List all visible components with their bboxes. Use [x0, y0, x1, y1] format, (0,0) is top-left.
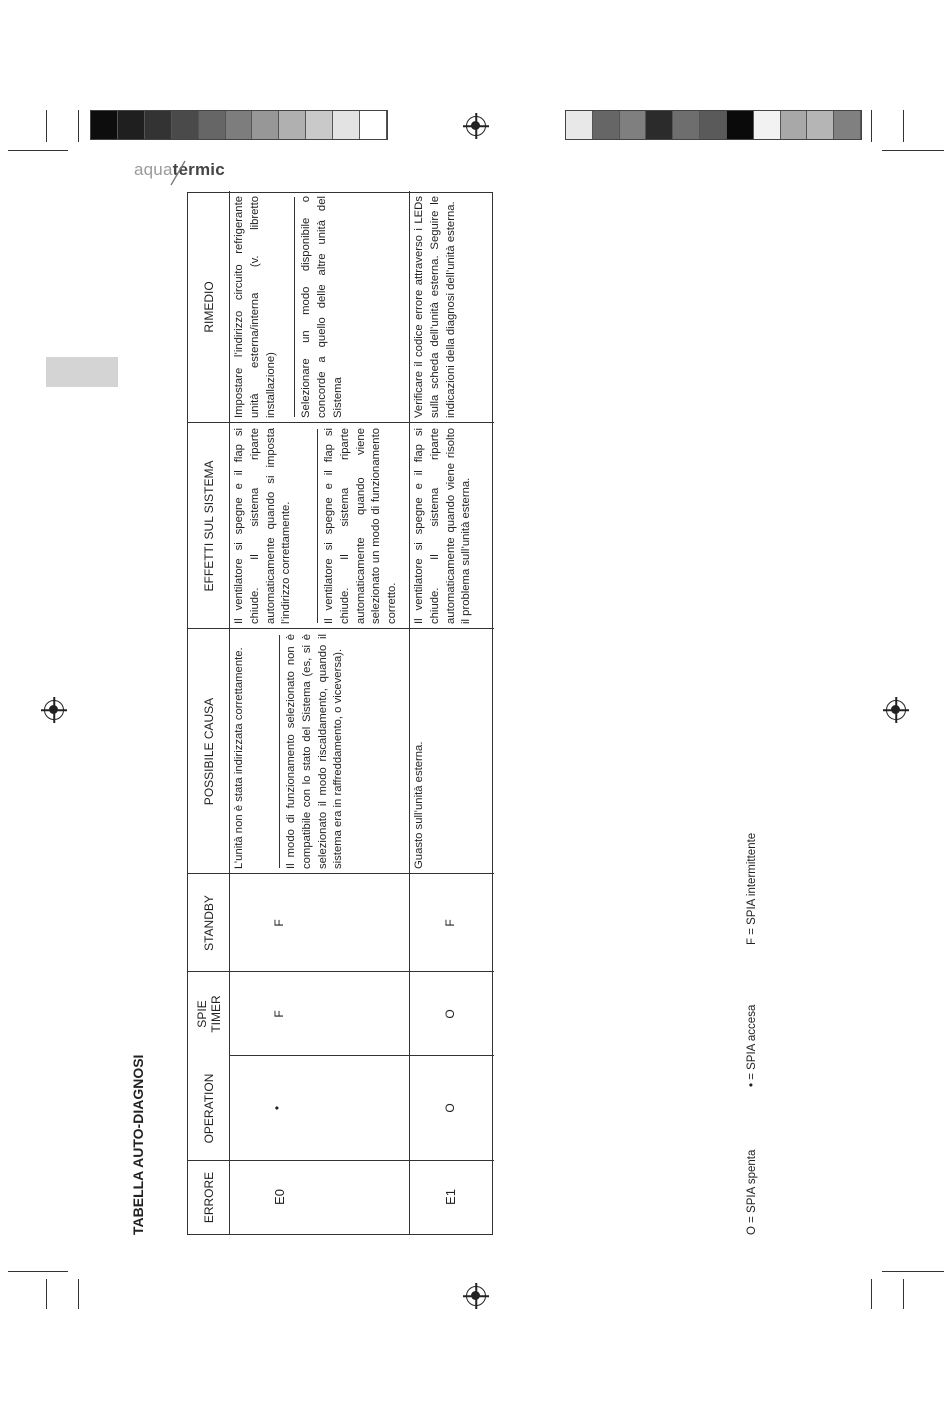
remedy-text: Verificare il codice errore attraverso i LEDs sulla scheda dell’unità esterna. Seguire le indicazioni della diagnosi dell’unità esterna.: [413, 196, 457, 418]
header-standby: STANDBY: [201, 895, 216, 951]
color-swatch: [306, 111, 333, 139]
header-effetti-sul-sistema: EFFETTI SUL SISTEMA: [201, 460, 216, 592]
section-tab-marker: [46, 357, 118, 387]
crop-mark: [871, 110, 872, 142]
color-swatch: [834, 111, 861, 139]
color-swatch: [727, 111, 754, 139]
error-code: E1: [443, 1189, 458, 1205]
header-possibile-causa: POSSIBILE CAUSA: [201, 697, 216, 806]
crop-mark: [78, 1279, 79, 1309]
crop-mark: [903, 1279, 904, 1309]
effect-text: Il ventilatore si spegne e il flap si chiude. Il sistema riparte automaticamente quando viene risolto il problema sull’unità esterna.: [413, 428, 473, 624]
color-swatch: [360, 111, 387, 139]
logo-part-aqua: aqua: [134, 160, 173, 179]
color-calibration-bar-left: [90, 110, 388, 140]
color-swatch: [754, 111, 781, 139]
crop-mark: [871, 1279, 872, 1309]
header-rimedio: RIMEDIO: [201, 281, 216, 333]
legend-on: • = SPIA accesa: [746, 1004, 758, 1087]
color-swatch: [91, 111, 118, 139]
color-calibration-bar-right: [565, 110, 862, 140]
led-timer: F: [272, 1010, 286, 1018]
color-swatch: [226, 111, 253, 139]
led-operation: •: [270, 1105, 284, 1111]
header-spie-group: [188, 972, 229, 1056]
effect-text: Il ventilatore si spegne e il flap si chiude. Il sistema riparte automaticamente quando si imposta l’indirizzo correttamente.: [233, 428, 293, 624]
color-swatch: [673, 111, 700, 139]
header-operation: OPERATION: [201, 1073, 216, 1144]
header-errore: ERRORE: [201, 1171, 216, 1224]
crop-mark: [882, 150, 944, 151]
color-swatch: [620, 111, 647, 139]
cause-text: L’unità non è stata indirizzata correttamente.: [233, 647, 245, 869]
crop-mark: [8, 150, 68, 151]
color-swatch: [252, 111, 279, 139]
logo-slash-icon: [168, 158, 188, 188]
color-swatch: [807, 111, 834, 139]
crop-mark: [46, 1279, 47, 1309]
cause-text: Il modo di funzionamento selezionato non è compatibile con lo stato del Sistema (es, si è selezionato il modo riscaldamento, quando il sistema era in raffreddamento, o viceversa).: [285, 634, 345, 869]
crop-mark: [78, 110, 79, 142]
color-swatch: [279, 111, 306, 139]
color-swatch: [118, 111, 145, 139]
led-timer: O: [443, 1009, 457, 1019]
led-standby: F: [443, 919, 457, 927]
color-swatch: [700, 111, 727, 139]
error-code: E0: [272, 1189, 287, 1205]
remedy-text: Impostare l’indirizzo circuito refrigerante unità esterna/interna (v. libretto installazione): [233, 196, 277, 418]
color-swatch: [172, 111, 199, 139]
legend-off: O = SPIA spenta: [746, 1149, 758, 1235]
registration-mark-icon: [466, 1286, 486, 1306]
cause-text: Guasto sull’unità esterna.: [413, 741, 425, 869]
color-swatch: [145, 111, 172, 139]
registration-mark-icon: [466, 116, 486, 136]
page-title: TABELLA AUTO-DIAGNOSI: [130, 1054, 146, 1235]
registration-mark-icon: [44, 700, 64, 720]
crop-mark: [882, 1271, 944, 1272]
rotated-page-content: [130, 185, 770, 1235]
color-swatch: [593, 111, 620, 139]
color-swatch: [566, 111, 593, 139]
legend-flash: F = SPIA intermittente: [746, 832, 758, 945]
color-swatch: [199, 111, 226, 139]
effect-text: Il ventilatore si spegne e il flap si chiude. Il sistema riparte automaticamente quando viene selezionato un modo di funzionamento corretto.: [323, 428, 399, 624]
led-standby: F: [272, 919, 286, 927]
led-operation: O: [443, 1103, 457, 1113]
registration-mark-icon: [886, 700, 906, 720]
logo-part-termic: termic: [172, 160, 225, 179]
color-swatch: [646, 111, 673, 139]
header-timer: TIMER: [208, 995, 223, 1033]
header-spie: SPIE: [194, 1000, 209, 1028]
diagnosis-table: [187, 192, 493, 1235]
crop-mark: [903, 110, 904, 142]
remedy-text: Selezionare un modo disponibile o concorde a quello delle altre unità del Sistema: [300, 196, 344, 418]
crop-mark: [46, 110, 47, 142]
crop-mark: [8, 1271, 68, 1272]
color-swatch: [333, 111, 360, 139]
color-swatch: [781, 111, 808, 139]
